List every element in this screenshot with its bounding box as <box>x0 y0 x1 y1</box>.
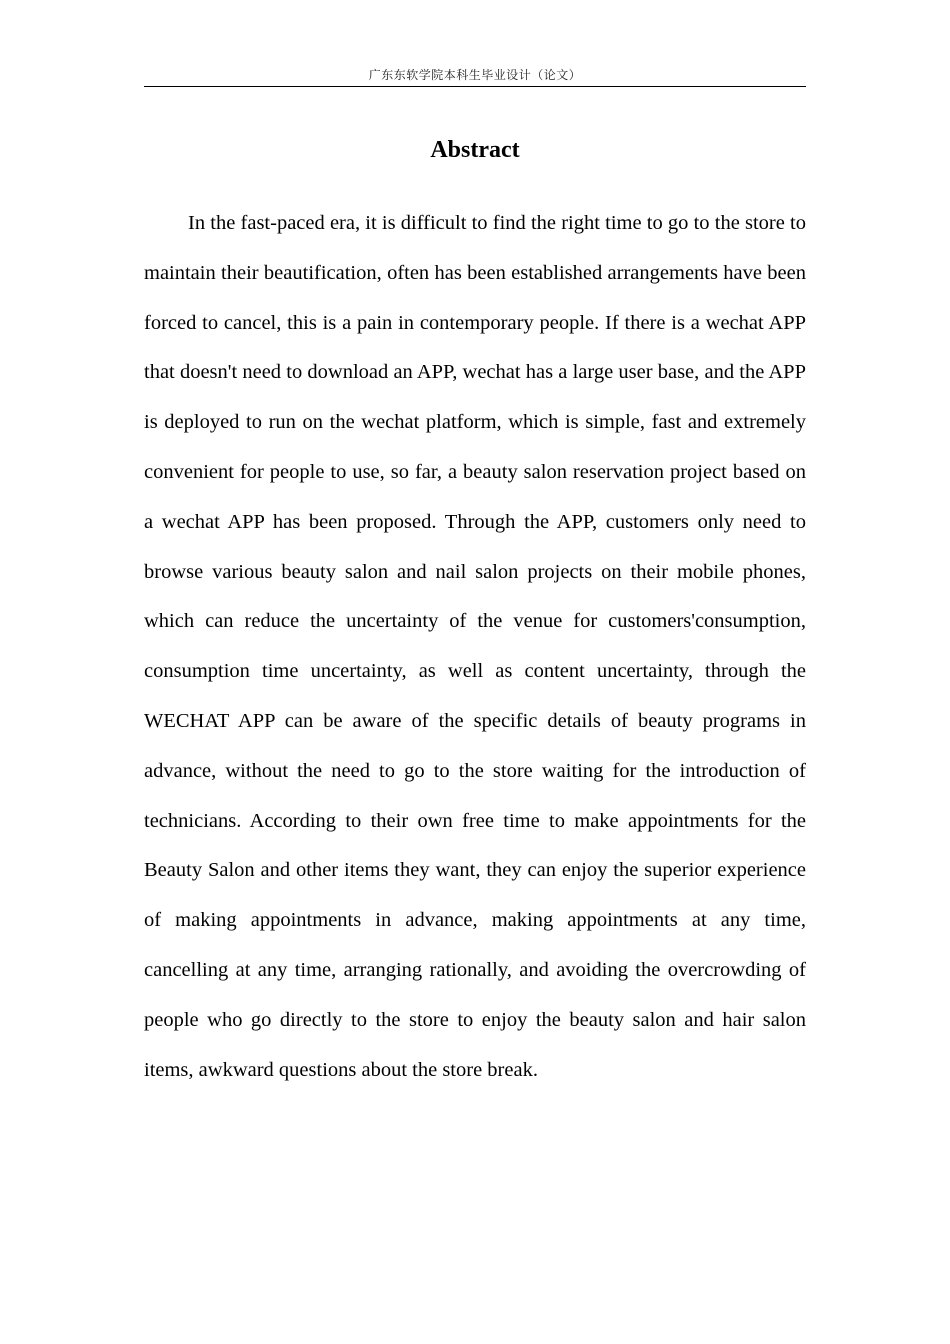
page-header <box>144 66 806 87</box>
abstract-body: In the fast-paced era, it is difficult to find the right time to go to the store to maintain their beautification, often has been established arrangements have been forced to cancel, this is a pain in contemporary people. If there is a wechat APP that doesn't need to download an APP, wechat has a large user base, and the APP is deployed to run on the wechat platform, which is simple, fast and extremely convenient for people to use, so far, a beauty salon reservation project based on a wechat APP has been proposed. Through the APP, customers only need to browse various beauty salon and nail salon projects on their mobile phones, which can reduce the uncertainty of the venue for customers'consumption, consumption time uncertainty, as well as content uncertainty, through the WECHAT APP can be aware of the specific details of beauty programs in advance, without the need to go to the store waiting for the introduction of technicians. According to their own free time to make appointments for the Beauty Salon and other items they want, they can enjoy the superior experience of making appointments in advance, making appointments at any time, cancelling at any time, arranging rationally, and avoiding the overcrowding of people who go directly to the store to enjoy the beauty salon and hair salon items, awkward questions about the store break. <box>144 212 806 1081</box>
header-title: 广东东软学院本科生毕业设计（论文） <box>368 68 582 82</box>
abstract-title: Abstract <box>430 137 520 163</box>
